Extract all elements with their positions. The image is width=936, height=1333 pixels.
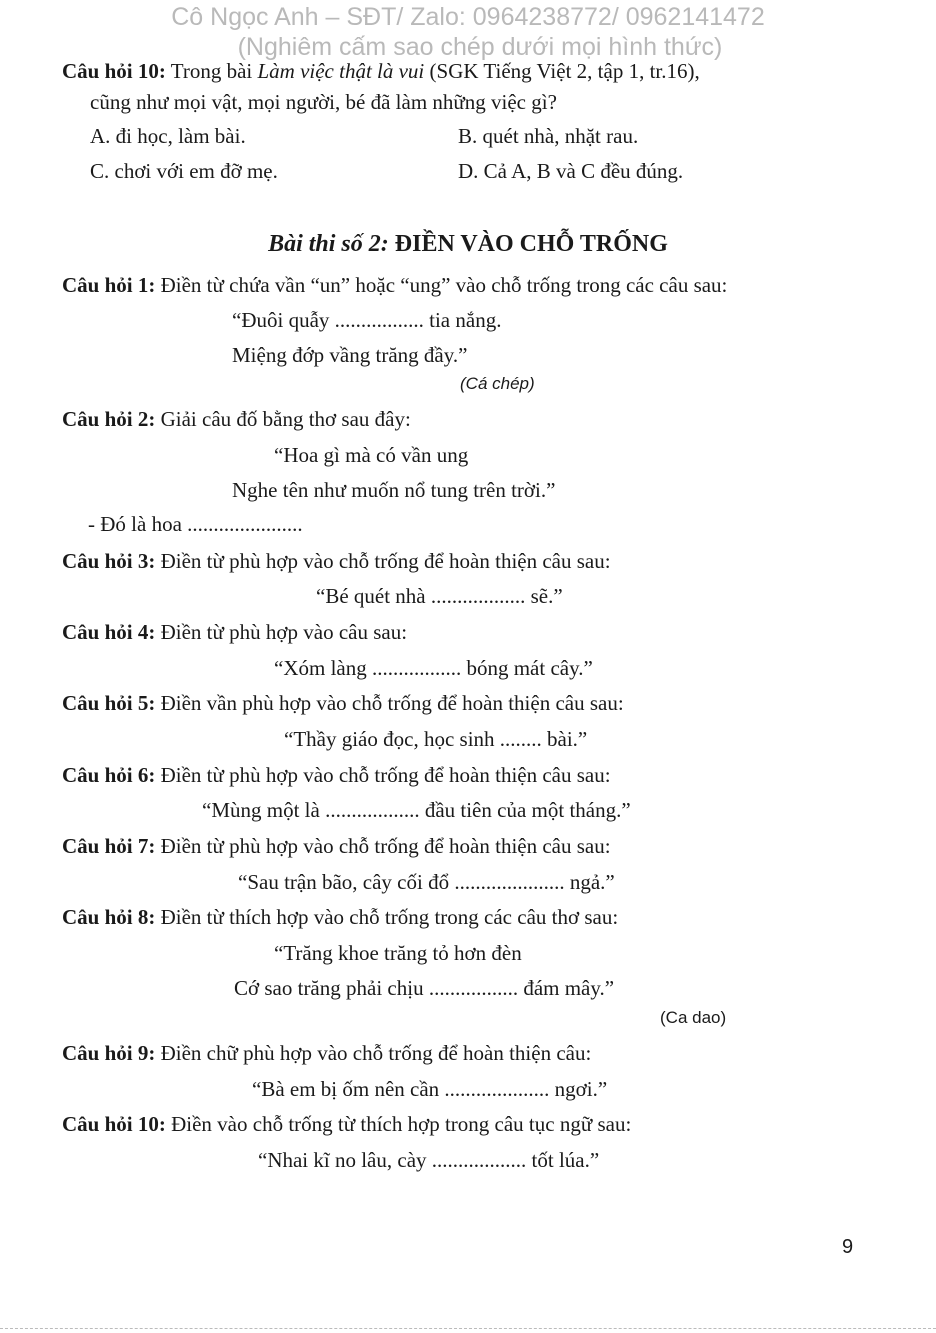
watermark-notice: (Nghiêm cấm sao chép dưới mọi hình thức): [237, 33, 723, 61]
question-2-line1: “Hoa gì mà có vần ung: [274, 443, 469, 467]
question-1-line2: Miệng đớp vầng trăng đầy.”: [232, 343, 468, 367]
question-label: Câu hỏi 5:: [62, 691, 156, 715]
question-2-answer: - Đó là hoa ......................: [88, 512, 303, 536]
question-9: [62, 1040, 591, 1066]
question-7: [62, 833, 611, 859]
question-text: (SGK Tiếng Việt 2, tập 1, tr.16),: [424, 59, 700, 83]
option-c: C. chơi với em đỡ mẹ.: [90, 159, 278, 183]
question-8-line2: Cớ sao trăng phải chịu ................. đám mây.”: [234, 976, 615, 1000]
question-text: Điền từ thích hợp vào chỗ trống trong các câu thơ sau:: [155, 905, 619, 929]
question-3-line1: “Bé quét nhà .................. sẽ.”: [316, 584, 563, 608]
lesson-title: Làm việc thật là vui: [257, 59, 425, 83]
question-2-line2: Nghe tên như muốn nổ tung trên trời.”: [232, 478, 556, 502]
question-7-line1: “Sau trận bão, cây cối đổ ..................... ngả.”: [238, 870, 615, 894]
page-number: 9: [842, 1236, 854, 1258]
question-text: Giải câu đố bằng thơ sau đây:: [155, 407, 411, 431]
page-edge-divider: [0, 1328, 936, 1329]
question-text: Điền vần phù hợp vào chỗ trống để hoàn thiện câu sau:: [155, 691, 624, 715]
question-text: Điền vào chỗ trống từ thích hợp trong câu tục ngữ sau:: [165, 1112, 632, 1136]
question-8-line1: “Trăng khoe trăng tỏ hơn đèn: [274, 941, 522, 965]
question-1: [62, 272, 727, 298]
question-4: [62, 619, 407, 645]
question-5: [62, 690, 624, 716]
section-title: ĐIỀN VÀO CHỖ TRỐNG: [388, 231, 668, 257]
option-a: A. đi học, làm bài.: [90, 124, 246, 148]
question-10: [62, 1111, 631, 1137]
question-label: Câu hỏi 1:: [62, 273, 156, 297]
question-label: Câu hỏi 9:: [62, 1041, 156, 1065]
question-10-line1: “Nhai kĩ no lâu, cày .................. tốt lúa.”: [258, 1148, 600, 1172]
question-text: Điền chữ phù hợp vào chỗ trống để hoàn thiện câu:: [155, 1041, 592, 1065]
question-1-line1: “Đuôi quẫy ................. tia nắng.: [232, 308, 502, 332]
question-text: Điền từ chứa vần “un” hoặc “ung” vào chỗ trống trong các câu sau:: [155, 273, 728, 297]
source-citation: (Cá chép): [460, 374, 535, 393]
question-label: Câu hỏi 6:: [62, 763, 156, 787]
option-b: B. quét nhà, nhặt rau.: [458, 124, 639, 148]
question-3: [62, 548, 611, 574]
question-8: [62, 904, 618, 930]
question-label: Câu hỏi 10:: [62, 59, 166, 83]
question-label: Câu hỏi 3:: [62, 549, 156, 573]
question-5-line1: “Thầy giáo đọc, học sinh ........ bài.”: [284, 727, 588, 751]
question-label: Câu hỏi 2:: [62, 407, 156, 431]
question-text: Trong bài: [165, 59, 258, 83]
question-9-line1: “Bà em bị ốm nên cần .................... ngơi.”: [252, 1077, 608, 1101]
question-text: Điền từ phù hợp vào chỗ trống để hoàn thiện câu sau:: [155, 834, 611, 858]
question-text: Điền từ phù hợp vào chỗ trống để hoàn thiện câu sau:: [155, 549, 611, 573]
question-label: Câu hỏi 8:: [62, 905, 156, 929]
prev-question-10-line2: cũng như mọi vật, mọi người, bé đã làm những việc gì?: [90, 90, 557, 114]
question-6: [62, 762, 611, 788]
section-heading: [0, 229, 936, 259]
question-label: Câu hỏi 7:: [62, 834, 156, 858]
section-number: Bài thi số 2:: [268, 231, 389, 257]
question-2: [62, 406, 411, 432]
option-d: D. Cả A, B và C đều đúng.: [458, 159, 684, 183]
question-label: Câu hỏi 10:: [62, 1112, 166, 1136]
question-text: Điền từ phù hợp vào câu sau:: [155, 620, 408, 644]
question-6-line1: “Mùng một là .................. đầu tiên của một tháng.”: [202, 798, 631, 822]
question-4-line1: “Xóm làng ................. bóng mát cây.”: [274, 656, 593, 680]
prev-question-10: [62, 58, 700, 84]
question-text: Điền từ phù hợp vào chỗ trống để hoàn thiện câu sau:: [155, 763, 611, 787]
question-label: Câu hỏi 4:: [62, 620, 156, 644]
source-citation: (Ca dao): [660, 1008, 727, 1027]
watermark-contact: Cô Ngọc Anh – SĐT/ Zalo: 0964238772/ 0962141472: [171, 3, 765, 31]
